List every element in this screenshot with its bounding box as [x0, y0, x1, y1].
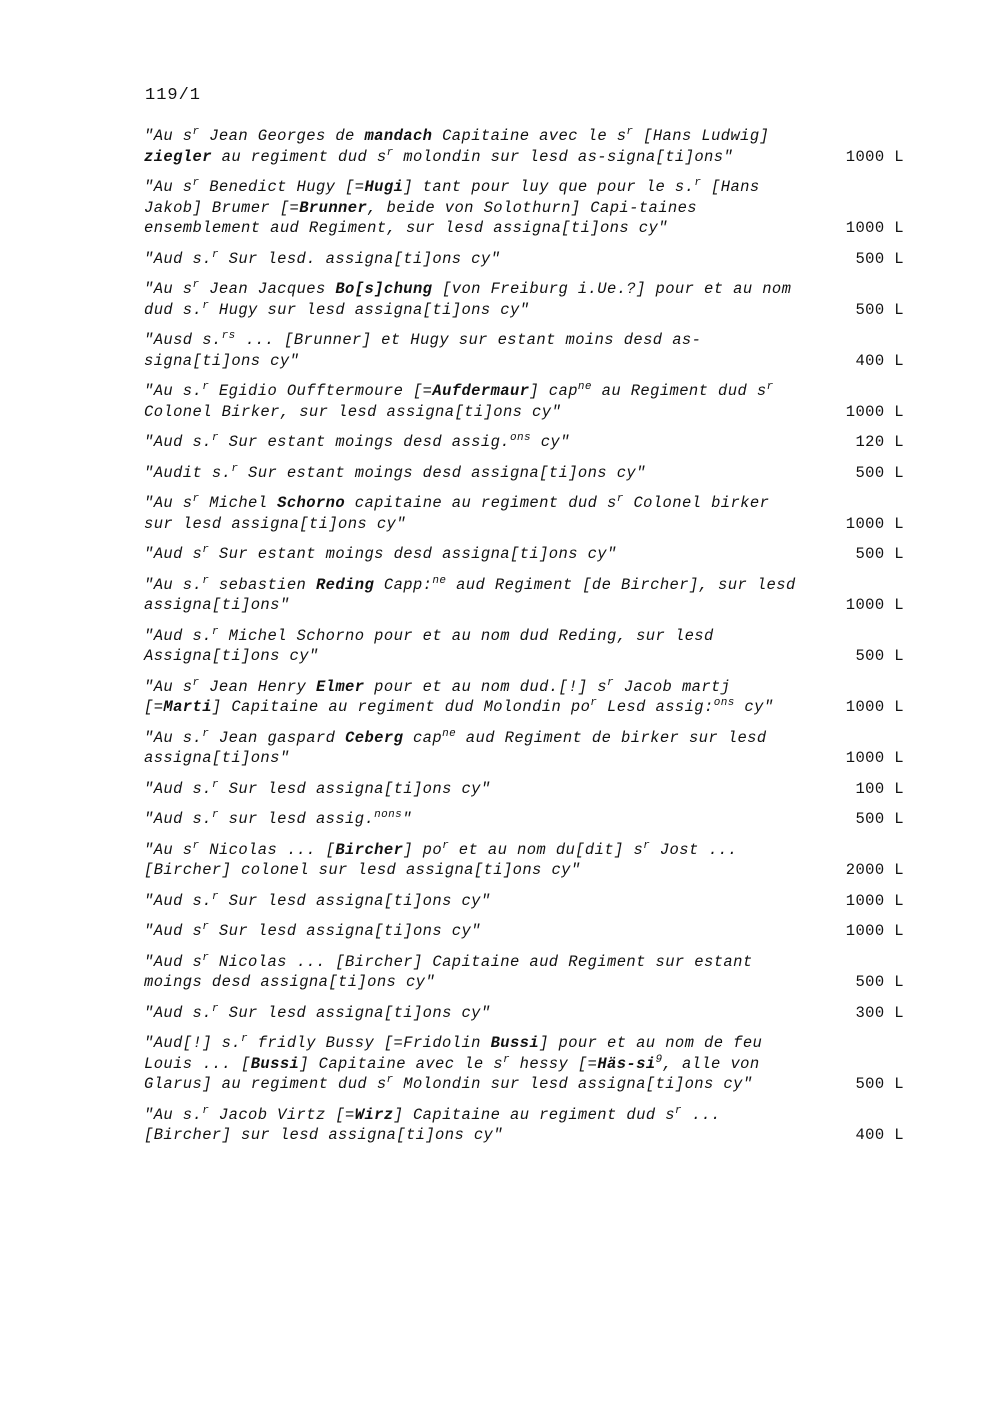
ledger-entry — [144, 809, 904, 830]
entry-text: "Aud $s^r$ Sur lesd assigna[ti]ons cy" — [144, 921, 481, 940]
entry-amount: 500 L — [855, 463, 904, 482]
entry-text: "Au $s^r$ Nicolas ... [Bircher] $po^r$ et au nom du[dit] $s^r$ Jost ... [Bircher] colonel sur lesd assigna[ti]ons cy" — [144, 839, 738, 879]
entry-amount: 120 L — [855, 433, 904, 451]
ledger-entry — [144, 493, 904, 534]
entry-text: "Au $s^r$ Jean Georges de mandach Capitaine avec le $s^r$ [Hans Ludwig] ziegler au regiment dud $s^r$ molondin sur lesd as-signa[ti]ons" — [144, 126, 770, 166]
ledger-entry — [144, 1033, 904, 1095]
entry-amount: 1000 L — [845, 147, 904, 166]
entry-text: "Au $s^r$ Benedict Hugy [=Hugi] tant pour luy que pour le s.$^r$ [Hans Jakob] Brumer [=Brunner, beide von Solothurn] Capi-taines ensemblement aud Regiment, sur lesd assigna[ti]ons cy" — [144, 177, 760, 237]
entry-text: "Aud s.$^r$ Sur estant moings desd assig.$^{ons}$ cy" — [144, 432, 570, 451]
entry-text: "Aud[!] s.$^r$ fridly Bussy [=Fridolin Bussi] pour et au nom de feu Louis ... [Bussi] Capitaine avec le $s^r$ hessy [$=Häs-si^9$, alle von Glarus] au regiment dud $s^r$ Molondin sur lesd assigna[ti]ons cy" — [144, 1033, 763, 1093]
entry-text: "Au s.$^r$ Egidio Oufftermoure [=Aufdermaur] cap$^{ne}$ au Regiment dud $s^r$ Colonel Birker, sur lesd assigna[ti]ons cy" — [144, 381, 774, 421]
entry-amount: 500 L — [855, 1075, 904, 1093]
ledger-entry — [144, 891, 904, 912]
entry-amount: 1000 L — [845, 891, 904, 910]
entry-list — [144, 126, 904, 1156]
entry-text: "Au $s^r$ Jean Henry Elmer pour et au nom dud.[!] $s^r$ Jacob martj [=Marti] Capitaine au regiment dud Molondin $po^r$ Lesd assig:$^{ons}$ cy" — [144, 676, 774, 716]
page-number: 119/1 — [145, 86, 202, 105]
entry-text: "Aud $s^r$ Sur estant moings desd assigna[ti]ons cy" — [144, 544, 617, 563]
ledger-entry — [144, 575, 904, 616]
ledger-entry — [144, 728, 904, 769]
entry-amount: 500 L — [855, 545, 904, 563]
entry-text: "Au $s^r$ Jean Jacques Bo[s]chung [von Freiburg i.Ue.?] pour et au nom dud s.$^r$ Hugy sur lesd assigna[ti]ons cy" — [144, 279, 792, 319]
entry-amount: 1000 L — [845, 749, 904, 767]
entry-text: "Audit s.$^r$ Sur estant moings desd assigna[ti]ons cy" — [144, 462, 646, 482]
entry-amount: 500 L — [855, 249, 904, 268]
entry-text: "Aud s.$^r$ Michel Schorno pour et au nom dud Reding, sur lesd Assigna[ti]ons cy" — [144, 625, 714, 665]
ledger-entry — [144, 677, 904, 718]
ledger-entry — [144, 249, 904, 270]
ledger-entry — [144, 330, 904, 371]
entry-amount: 1000 L — [845, 698, 904, 716]
ledger-entry — [144, 626, 904, 667]
entry-amount: 1000 L — [845, 922, 904, 940]
entry-text: "Aud s.$^r$ Sur lesd assigna[ti]ons cy" — [144, 778, 491, 798]
entry-amount: 1000 L — [845, 402, 904, 421]
entry-amount: 100 L — [855, 779, 904, 798]
entry-amount: 500 L — [855, 810, 904, 828]
ledger-entry — [144, 952, 904, 993]
ledger-entry — [144, 381, 904, 422]
ledger-entry — [144, 1105, 904, 1146]
entry-text: "Aud s.$^r$ sur lesd assig.$^{nons}$" — [144, 809, 412, 828]
entry-text: "Au s.$^r$ sebastien Reding Capp:$^{ne}$ aud Regiment [de Bircher], sur lesd assigna[ti]ons" — [144, 574, 796, 614]
ledger-entry — [144, 544, 904, 565]
entry-amount: 1000 L — [845, 219, 904, 237]
entry-text: "Aud $s^r$ Nicolas ... [Bircher] Capitaine aud Regiment sur estant moings desd assigna[ti]ons cy" — [144, 951, 753, 991]
ledger-entry — [144, 1003, 904, 1024]
entry-amount: 400 L — [855, 1126, 904, 1144]
ledger-entry — [144, 279, 904, 320]
ledger-entry — [144, 463, 904, 484]
ledger-entry — [144, 840, 904, 881]
entry-text: "Aud s.$^r$ Sur lesd assigna[ti]ons cy" — [144, 1002, 491, 1022]
ledger-entry — [144, 779, 904, 800]
ledger-entry — [144, 921, 904, 942]
ledger-entry — [144, 126, 904, 167]
entry-amount: 2000 L — [845, 861, 904, 879]
entry-amount: 1000 L — [845, 514, 904, 533]
entry-text: "Au s.$^r$ Jacob Virtz [=Wirz] Capitaine au regiment dud $s^r$ ... [Bircher] sur lesd assigna[ti]ons cy" — [144, 1104, 721, 1144]
entry-amount: 500 L — [855, 300, 904, 319]
entry-amount: 500 L — [855, 973, 904, 991]
entry-text: "Aud s.$^r$ Sur lesd. assigna[ti]ons cy" — [144, 248, 501, 268]
entry-amount: 400 L — [855, 351, 904, 370]
entry-amount: 500 L — [855, 647, 904, 665]
entry-text: "Ausd s.$^{rs}$ ... [Brunner] et Hugy sur estant moins desd as-signa[ti]ons cy" — [144, 330, 702, 370]
entry-amount: 300 L — [855, 1003, 904, 1022]
entry-amount: 1000 L — [845, 596, 904, 614]
entry-text: "Au s.$^r$ Jean gaspard Ceberg cap$^{ne}$ aud Regiment de birker sur lesd assigna[ti]ons" — [144, 727, 767, 767]
ledger-entry — [144, 177, 904, 239]
ledger-entry — [144, 432, 904, 453]
entry-text: "Au $s^r$ Michel Schorno capitaine au regiment dud $s^r$ Colonel birker sur lesd assigna[ti]ons cy" — [144, 493, 770, 533]
entry-text: "Aud s.$^r$ Sur lesd assigna[ti]ons cy" — [144, 890, 491, 910]
